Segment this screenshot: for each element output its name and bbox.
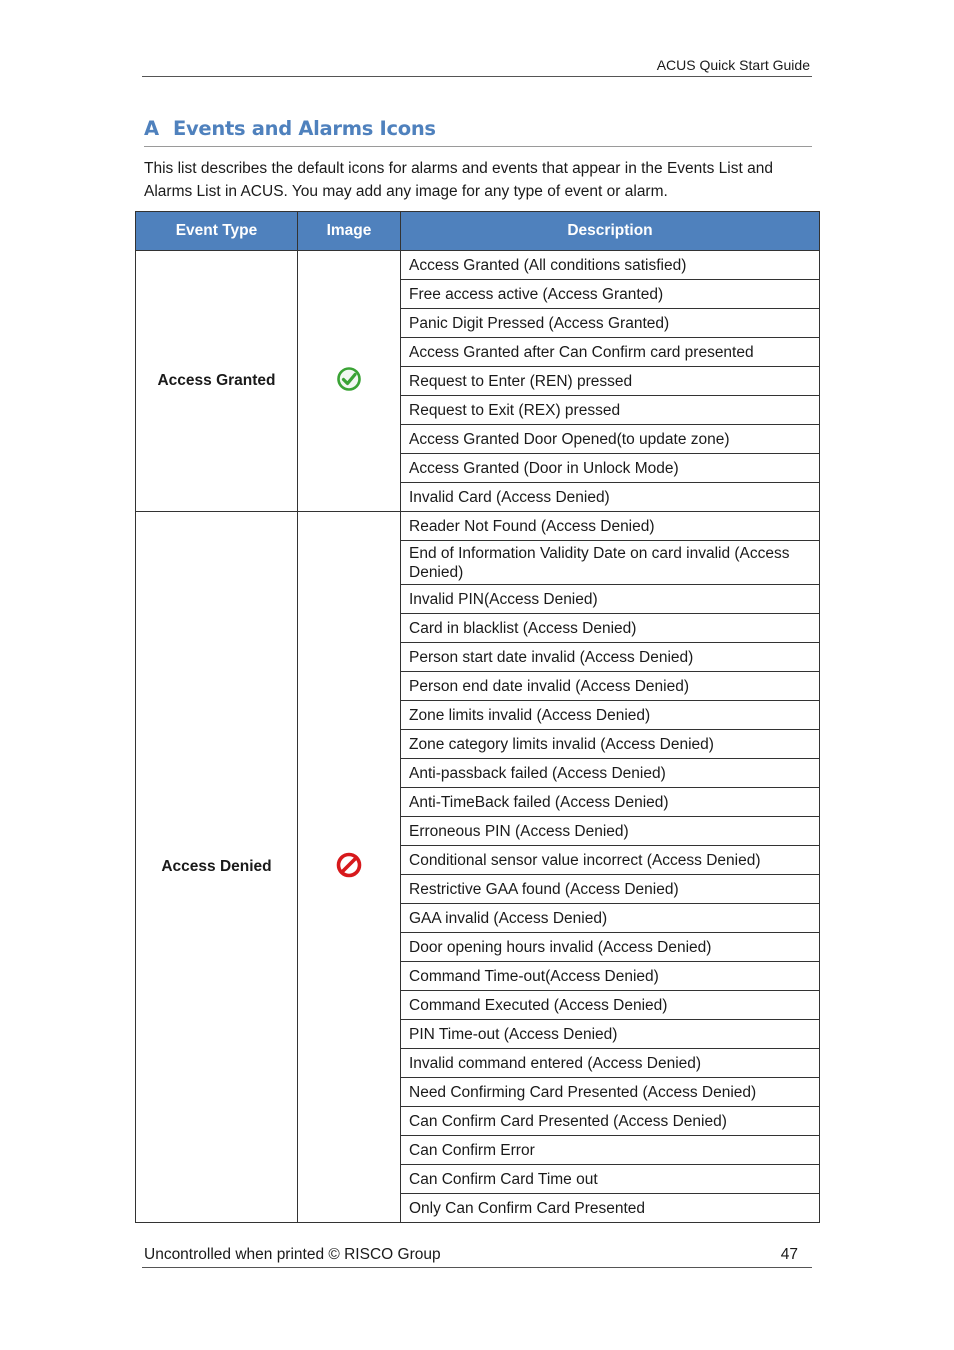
description-cell: Person start date invalid (Access Denied) (401, 643, 820, 672)
event-image-cell (298, 512, 401, 1223)
description-cell: Zone limits invalid (Access Denied) (401, 701, 820, 730)
description-cell: Access Granted (All conditions satisfied) (401, 251, 820, 280)
description-cell: Can Confirm Error (401, 1136, 820, 1165)
intro-paragraph: This list describes the default icons for alarms and events that appear in the Events List and Alarms List in ACUS. You may add any image for any type of event or alarm. (144, 160, 773, 200)
event-type-cell: Access Denied (136, 512, 298, 1223)
section-letter: A (144, 117, 159, 140)
description-cell: Invalid PIN(Access Denied) (401, 585, 820, 614)
table-body (136, 251, 820, 1223)
description-cell: Door opening hours invalid (Access Denied) (401, 933, 820, 962)
description-cell: Zone category limits invalid (Access Denied) (401, 730, 820, 759)
table-row (136, 251, 820, 280)
footer-text: Uncontrolled when printed © RISCO Group (144, 1246, 441, 1263)
description-cell: Can Confirm Card Presented (Access Denied) (401, 1107, 820, 1136)
description-cell: Can Confirm Card Time out (401, 1165, 820, 1194)
event-image-cell (298, 251, 401, 512)
description-cell: Erroneous PIN (Access Denied) (401, 817, 820, 846)
page-number: 47 (780, 1246, 798, 1263)
column-header-event-type: Event Type (136, 212, 298, 251)
description-cell: Access Granted Door Opened(to update zone) (401, 425, 820, 454)
description-cell: Card in blacklist (Access Denied) (401, 614, 820, 643)
description-cell: Request to Enter (REN) pressed (401, 367, 820, 396)
table-row (136, 512, 820, 541)
description-cell: Invalid Card (Access Denied) (401, 483, 820, 512)
description-cell: Anti-passback failed (Access Denied) (401, 759, 820, 788)
description-cell: Reader Not Found (Access Denied) (401, 512, 820, 541)
section-title (144, 116, 812, 147)
description-cell: Access Granted after Can Confirm card presented (401, 338, 820, 367)
running-header-title: ACUS Quick Start Guide (656, 57, 810, 73)
running-header (142, 56, 812, 77)
description-cell: Only Can Confirm Card Presented (401, 1194, 820, 1223)
description-cell: Conditional sensor value incorrect (Access Denied) (401, 846, 820, 875)
description-cell: Anti-TimeBack failed (Access Denied) (401, 788, 820, 817)
description-cell: Command Executed (Access Denied) (401, 991, 820, 1020)
section-title-text: Events and Alarms Icons (173, 117, 436, 140)
description-cell: Request to Exit (REX) pressed (401, 396, 820, 425)
description-cell: Person end date invalid (Access Denied) (401, 672, 820, 701)
description-cell: Free access active (Access Granted) (401, 280, 820, 309)
prohibited-icon (335, 866, 363, 883)
event-type-cell: Access Granted (136, 251, 298, 512)
description-cell: Access Granted (Door in Unlock Mode) (401, 454, 820, 483)
description-cell: Invalid command entered (Access Denied) (401, 1049, 820, 1078)
page-footer (142, 1245, 812, 1268)
description-cell: Need Confirming Card Presented (Access Denied) (401, 1078, 820, 1107)
check-circle-icon (336, 379, 362, 396)
description-cell: Command Time-out(Access Denied) (401, 962, 820, 991)
description-cell: GAA invalid (Access Denied) (401, 904, 820, 933)
table-header-row (136, 212, 820, 251)
events-icons-table (135, 211, 820, 1223)
description-cell: Restrictive GAA found (Access Denied) (401, 875, 820, 904)
description-cell: PIN Time-out (Access Denied) (401, 1020, 820, 1049)
column-header-image: Image (298, 212, 401, 251)
description-cell: Panic Digit Pressed (Access Granted) (401, 309, 820, 338)
column-header-description: Description (401, 212, 820, 251)
description-cell: End of Information Validity Date on card invalid (Access Denied) (401, 541, 820, 585)
